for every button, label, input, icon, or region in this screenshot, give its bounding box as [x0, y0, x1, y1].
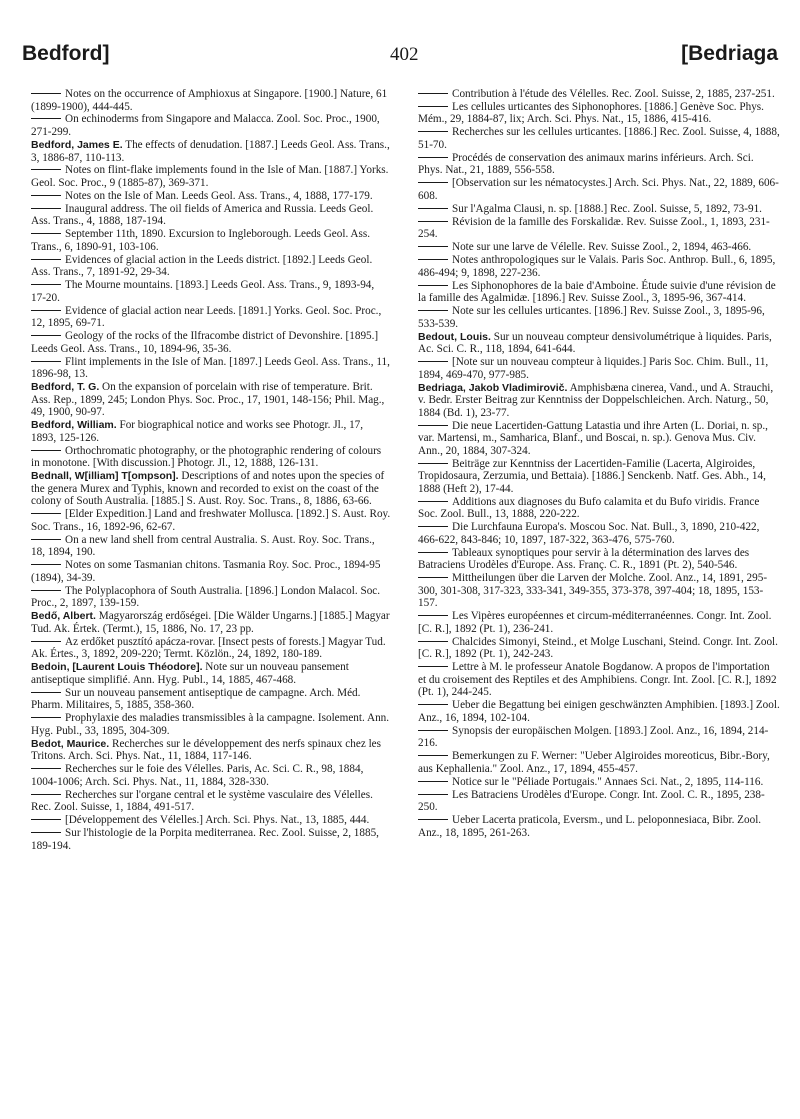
- ditto-dash: [31, 539, 61, 540]
- entry-text: Recherches sur les cellules urticantes. [1886.] Rec. Zool. Suisse, 4, 1888, 51-70.: [418, 126, 780, 151]
- ditto-dash: [31, 768, 61, 769]
- entry-text: Lettre à M. le professeur Anatole Bogdanow. A propos de l'importation et du croisement des Reptiles et des Amphibiens. Congr. Int. Zool. [C. R.], 1892 (Pt. 1), 244-245.: [418, 661, 777, 699]
- entry-text: Notes on the Isle of Man. Leeds Geol. Ass. Trans., 4, 1888, 177-179.: [65, 189, 373, 202]
- bibliography-entry: [31, 190, 391, 203]
- bibliography-entry: [418, 610, 780, 635]
- entry-text: Les Batraciens Urodèles d'Europe. Congr. Int. Zool. C. R., 1895, 238-250.: [418, 788, 765, 814]
- ditto-dash: [31, 233, 61, 234]
- ditto-dash: [418, 552, 448, 553]
- ditto-dash: [31, 450, 61, 451]
- left-column: [31, 88, 391, 853]
- ditto-dash: [418, 259, 448, 260]
- entry-text: Orthochromatic photography, or the photographic rendering of colours in monotone. [With discussion.] Photogr. Jl., 12, 1888, 126-131.: [31, 444, 382, 470]
- entry-text: On a new land shell from central Australia. S. Aust. Roy. Soc. Trans., 18, 1894, 190.: [31, 533, 375, 559]
- entry-text: Geology of the rocks of the Ilfracombe district of Devonshire. [1895.] Leeds Geol. Ass. Trans., 10, 1894-96, 35-36.: [31, 330, 379, 355]
- entry-author: Bedford, William.: [31, 419, 117, 432]
- bibliography-entry: [31, 559, 391, 584]
- entry-text: Note sur les cellules urticantes. [1896.] Rev. Suisse Zool., 3, 1895-96, 533-539.: [418, 305, 765, 330]
- bibliography-entry: [418, 725, 780, 750]
- ditto-dash: [31, 717, 61, 718]
- entry-text: Inaugural address. The oil fields of America and Russia. Leeds Geol. Ass. Trans., 4, 1888, 187-194.: [31, 202, 374, 228]
- bibliography-entry: [31, 508, 391, 533]
- entry-text: Notes on some Tasmanian chitons. Tasmania Roy. Soc. Proc., 1894-95 (1894), 34-39.: [31, 559, 381, 584]
- bibliography-entry: [418, 636, 780, 661]
- entry-text: The effects of denudation. [1887.] Leeds Geol. Ass. Trans., 3, 1886-87, 110-113.: [31, 138, 390, 164]
- entry-text: Bemerkungen zu F. Werner: "Ueber Algiroides moreoticus, Bibr.-Bory, aus Kephallenia." Zool. Anz., 17, 1894, 455-457.: [418, 750, 770, 775]
- bibliography-entry: [31, 279, 391, 304]
- entry-text: Ueber Lacerta praticola, Eversm., und L. peloponnesiaca, Bibr. Zool. Anz., 18, 1895, 261-263.: [418, 814, 762, 839]
- ditto-dash: [418, 666, 448, 667]
- entry-text: The Polyplacophora of South Australia. [1896.] London Malacol. Soc. Proc., 2, 1897, 139-159.: [31, 584, 381, 610]
- entry-author: Bedoin, [Laurent Louis Théodore].: [31, 661, 203, 674]
- entry-text: Notes anthropologiques sur le Valais. Paris Soc. Anthrop. Bull., 6, 1895, 486-494; 9, 1898, 227-236.: [418, 254, 776, 279]
- bibliography-entry: [31, 203, 391, 228]
- ditto-dash: [31, 93, 61, 94]
- bibliography-entry: [418, 750, 780, 775]
- entry-text: Sur un nouveau compteur densivolumétrique à liquides. Paris, Ac. Sci. C. R., 118, 1894, 641-644.: [418, 330, 772, 356]
- ditto-dash: [418, 463, 448, 464]
- bibliography-entry: [31, 113, 391, 138]
- entry-text: Les cellules urticantes des Siphonophores. [1886.] Genève Soc. Phys. Mém., 29, 1884-87, lix; Arch. Sci. Phys. Nat., 15, 1886, 415-416.: [418, 100, 764, 126]
- ditto-dash: [418, 361, 448, 362]
- entry-text: Procédés de conservation des animaux marins inférieurs. Arch. Sci. Phys. Nat., 21, 1889, 556-558.: [418, 151, 754, 177]
- bibliography-entry: [31, 661, 391, 686]
- ditto-dash: [418, 157, 448, 158]
- entry-text: Tableaux synoptiques pour servir à la détermination des larves des Batraciens Urodèles d'Europe. Ass. Franç. C. R., 1891 (Pt. 2), 540-546.: [418, 546, 750, 572]
- ditto-dash: [418, 781, 448, 782]
- bibliography-entry: [418, 126, 780, 151]
- entry-text: Prophylaxie des maladies transmissibles à la campagne. Isolement. Ann. Hyg. Publ., 33, 1895, 304-309.: [31, 712, 390, 737]
- header-left-guide-word: Bedford]: [22, 42, 110, 65]
- ditto-dash: [418, 221, 448, 222]
- page-header: [0, 42, 800, 72]
- ditto-dash: [31, 169, 61, 170]
- entry-text: Amphisbæna cinerea, Vand., und A. Strauchi, v. Bedr. Erster Beitrag zur Kenntniss der Doppelschleichen. Arch. Naturg., 50, 1884 (Bd. 1), 23-77.: [418, 381, 774, 419]
- bibliography-entry: [418, 216, 780, 241]
- ditto-dash: [418, 615, 448, 616]
- entry-text: Az erdőket pusztító apácza-rovar. [Insect pests of forests.] Magyar Tud. Ak. Értes., 3, 1892, 209-220; Termt. Közlön., 24, 1892, 180-189.: [31, 635, 386, 661]
- bibliography-entry: [31, 610, 391, 635]
- entry-text: Notes on the occurrence of Amphioxus at Singapore. [1900.] Nature, 61 (1899-1900), 444-445.: [31, 88, 388, 113]
- bibliography-entry: [418, 254, 780, 279]
- bibliography-entry: [418, 814, 780, 839]
- entry-text: Notice sur le "Péliade Portugais." Annaes Sci. Nat., 2, 1895, 114-116.: [452, 775, 764, 788]
- entry-text: [Développement des Vélelles.] Arch. Sci. Phys. Nat., 13, 1885, 444.: [65, 814, 370, 827]
- entry-text: [Observation sur les nématocystes.] Arch. Sci. Phys. Nat., 22, 1889, 606-608.: [418, 177, 779, 202]
- entry-text: Chalcides Simonyi, Steind., et Molge Luschani, Steind. Congr. Int. Zool. [C. R.], 1892 (Pt. 1), 242-243.: [418, 635, 778, 661]
- entry-author: Bedő, Albert.: [31, 610, 96, 623]
- ditto-dash: [31, 195, 61, 196]
- entry-text: Les Siphonophores de la baie d'Amboine. Étude suivie d'une révision de la famille des Agalmidæ. [1896.] Rev. Suisse Zool., 3, 1895-96, 367-414.: [418, 279, 776, 305]
- bibliography-entry: [31, 534, 391, 559]
- bibliography-entry: [31, 636, 391, 661]
- entry-author: Bedford, James E.: [31, 138, 123, 151]
- bibliography-entry: [31, 445, 391, 470]
- entry-text: Evidences of glacial action in the Leeds district. [1892.] Leeds Geol. Ass. Trans., 7, 1891-92, 29-34.: [31, 253, 373, 279]
- ditto-dash: [31, 692, 61, 693]
- bibliography-entry: [31, 470, 391, 508]
- bibliography-entry: [418, 356, 780, 381]
- ditto-dash: [418, 577, 448, 578]
- entry-text: Descriptions of and notes upon the species of the genera Murex and Typhis, known and recorded to exist on the coast of the colony of South Australia. [1885.] S. Aust. Roy. Soc. Trans., 8, 1886, 63-66.: [31, 470, 385, 508]
- bibliography-entry: [31, 687, 391, 712]
- bibliography-entry: [418, 382, 780, 420]
- entry-text: Sur un nouveau pansement antiseptique de campagne. Arch. Méd. Pharm. Militaires, 5, 1885, 358-360.: [31, 686, 361, 712]
- entry-text: Note sur un nouveau pansement antiseptique simplifié. Ann. Hyg. Publ., 14, 1885, 467-468.: [31, 661, 349, 686]
- bibliography-entry: [418, 88, 780, 101]
- entry-author: Bedout, Louis.: [418, 330, 491, 343]
- bibliography-entry: [31, 738, 391, 763]
- entry-text: Ueber die Begattung bei einigen geschwänzten Amphibien. [1893.] Zool. Anz., 16, 1894, 102-104.: [418, 699, 780, 724]
- entry-text: Révision de la famille des Forskalidæ. Rev. Suisse Zool., 1, 1893, 231-254.: [418, 215, 770, 241]
- ditto-dash: [31, 310, 61, 311]
- ditto-dash: [418, 310, 448, 311]
- right-column: [418, 88, 780, 840]
- entry-text: Die neue Lacertiden-Gattung Latastia und ihre Arten (L. Doriai, n. sp., var. Martensi, m., Samharica, Blanf., und Boscai, n. sp.). Genova Mus. Civ. Ann., 20, 1884, 307-324.: [418, 419, 768, 457]
- entry-text: The Mourne mountains. [1893.] Leeds Geol. Ass. Trans., 9, 1893-94, 17-20.: [31, 279, 375, 304]
- ditto-dash: [418, 285, 448, 286]
- ditto-dash: [418, 704, 448, 705]
- entry-text: Die Lurchfauna Europa's. Moscou Soc. Nat. Bull., 3, 1890, 210-422, 466-622, 843-846; 10, 1897, 187-322, 363-476, 575-760.: [418, 521, 760, 546]
- entry-author: Bednall, W[illiam] T[ompson].: [31, 470, 179, 483]
- bibliography-entry: [418, 699, 780, 724]
- page-number: 402: [390, 44, 419, 65]
- bibliography-entry: [418, 521, 780, 546]
- bibliography-entry: [418, 547, 780, 572]
- entry-author: Bedriaga, Jakob Vladimirovič.: [418, 381, 568, 394]
- ditto-dash: [418, 208, 448, 209]
- ditto-dash: [418, 93, 448, 94]
- ditto-dash: [31, 641, 61, 642]
- entry-text: Recherches sur le foie des Vélelles. Paris, Ac. Sci. C. R., 98, 1884, 1004-1006; Arch. Sci. Phys. Nat., 11, 1884, 328-330.: [31, 763, 364, 788]
- ditto-dash: [31, 208, 61, 209]
- ditto-dash: [418, 182, 448, 183]
- ditto-dash: [31, 513, 61, 514]
- bibliography-entry: [418, 101, 780, 126]
- ditto-dash: [31, 335, 61, 336]
- entry-text: On the expansion of porcelain with rise of temperature. Brit. Ass. Rep., 1899, 245; London Phys. Soc. Proc., 17, 1901, 148-156; Phil. Mag., 49, 1900, 90-97.: [31, 381, 385, 419]
- bibliography-entry: [31, 585, 391, 610]
- ditto-dash: [31, 590, 61, 591]
- bibliography-entry: [31, 88, 391, 113]
- ditto-dash: [31, 284, 61, 285]
- bibliography-entry: [418, 331, 780, 356]
- ditto-dash: [418, 246, 448, 247]
- bibliography-entry: [418, 789, 780, 814]
- bibliography-entry: [31, 228, 391, 253]
- entry-text: Beiträge zur Kenntniss der Lacertiden-Familie (Lacerta, Algiroides, Tropidosaura, Zerzumia, und Bettaia). [1886.] Senckenb. Natf. Ges. Abh., 14, 1888 (Heft 2), 17-44.: [418, 457, 766, 495]
- bibliography-entry: [31, 789, 391, 814]
- entry-text: Mittheilungen über die Larven der Molche. Zool. Anz., 14, 1891, 295-300, 301-308, 317-323, 333-341, 349-355, 373-378, 397-404; 18, 1895, 153-157.: [418, 572, 768, 610]
- ditto-dash: [31, 361, 61, 362]
- bibliography-entry: [31, 381, 391, 419]
- entry-text: Magyarország erdőségei. [Die Wälder Ungarns.] [1885.] Magyar Tud. Ak. Értek. (Termt.), 15, 1886, No. 17, 23 pp.: [31, 610, 390, 635]
- ditto-dash: [418, 526, 448, 527]
- ditto-dash: [31, 259, 61, 260]
- entry-text: Sur l'histologie de la Porpita mediterranea. Rec. Zool. Suisse, 2, 1885, 189-194.: [31, 827, 379, 852]
- ditto-dash: [418, 501, 448, 502]
- ditto-dash: [418, 819, 448, 820]
- bibliography-entry: [31, 356, 391, 381]
- ditto-dash: [418, 425, 448, 426]
- bibliography-entry: [31, 763, 391, 788]
- bibliography-entry: [418, 203, 780, 216]
- entry-author: Bedot, Maurice.: [31, 737, 110, 750]
- entry-author: Bedford, T. G.: [31, 381, 100, 394]
- ditto-dash: [418, 755, 448, 756]
- entry-text: September 11th, 1890. Excursion to Ingleborough. Leeds Geol. Ass. Trans., 6, 1890-91, 103-106.: [31, 228, 371, 253]
- bibliography-entry: [418, 152, 780, 177]
- bibliography-entry: [418, 420, 780, 458]
- ditto-dash: [418, 641, 448, 642]
- bibliography-entry: [418, 572, 780, 610]
- bibliography-entry: [418, 241, 780, 254]
- ditto-dash: [31, 118, 61, 119]
- bibliography-entry: [31, 254, 391, 279]
- ditto-dash: [418, 794, 448, 795]
- bibliography-entry: [418, 280, 780, 305]
- entry-text: Recherches sur l'organe central et le système vasculaire des Vélelles. Rec. Zool. Suisse, 1, 1884, 491-517.: [31, 788, 373, 814]
- entry-text: Note sur une larve de Vélelle. Rev. Suisse Zool., 2, 1894, 463-466.: [452, 241, 752, 254]
- entry-text: [Elder Expedition.] Land and freshwater Mollusca. [1892.] S. Aust. Roy. Soc. Trans., 16, 1892-96, 62-67.: [31, 508, 391, 533]
- bibliography-entry: [418, 177, 780, 202]
- bibliography-entry: [31, 330, 391, 355]
- entry-text: Flint implements in the Isle of Man. [1897.] Leeds Geol. Ass. Trans., 11, 1896-98, 13.: [31, 355, 390, 381]
- bibliography-entry: [31, 827, 391, 852]
- entry-text: Contribution à l'étude des Vélelles. Rec. Zool. Suisse, 2, 1885, 237-251.: [452, 88, 775, 100]
- ditto-dash: [418, 106, 448, 107]
- bibliography-entry: [31, 139, 391, 164]
- bibliography-entry: [418, 305, 780, 330]
- ditto-dash: [31, 819, 61, 820]
- ditto-dash: [31, 564, 61, 565]
- entry-text: Les Vipères européennes et circum-méditerranéennes. Congr. Int. Zool. [C. R.], 1892 (Pt. 1), 236-241.: [418, 610, 772, 635]
- bibliography-entry: [418, 776, 780, 789]
- ditto-dash: [418, 131, 448, 132]
- entry-text: Additions aux diagnoses du Bufo calamita et du Bufo viridis. France Soc. Zool. Bull., 13, 1888, 220-222.: [418, 495, 760, 521]
- entry-text: Recherches sur le développement des nerfs spinaux chez les Tritons. Arch. Sci. Phys. Nat., 11, 1884, 117-146.: [31, 737, 382, 763]
- bibliography-entry: [418, 458, 780, 496]
- ditto-dash: [31, 794, 61, 795]
- entry-text: Synopsis der europäischen Molgen. [1893.] Zool. Anz., 16, 1894, 214-216.: [418, 724, 769, 750]
- bibliography-entry: [31, 164, 391, 189]
- entry-text: Evidence of glacial action near Leeds. [1891.] Yorks. Geol. Soc. Proc., 12, 1895, 69-71.: [31, 304, 382, 330]
- bibliography-entry: [31, 305, 391, 330]
- ditto-dash: [418, 730, 448, 731]
- bibliography-entry: [31, 419, 391, 444]
- entry-text: On echinoderms from Singapore and Malacca. Zool. Soc. Proc., 1900, 271-299.: [31, 113, 380, 139]
- entry-text: Notes on flint-flake implements found in the Isle of Man. [1887.] Yorks. Geol. Soc. Proc., 9 (1885-87), 369-371.: [31, 164, 389, 190]
- entry-text: Sur l'Agalma Clausi, n. sp. [1888.] Rec. Zool. Suisse, 5, 1892, 73-91.: [452, 202, 762, 215]
- bibliography-entry: [31, 712, 391, 737]
- header-right-guide-word: [Bedriaga: [681, 42, 778, 65]
- entry-text: For biographical notice and works see Photogr. Jl., 17, 1893, 125-126.: [31, 419, 364, 444]
- bibliography-entry: [31, 814, 391, 827]
- entry-text: [Note sur un nouveau compteur à liquides.] Paris Soc. Chim. Bull., 11, 1894, 469-470, 977-985.: [418, 356, 769, 381]
- bibliography-entry: [418, 496, 780, 521]
- ditto-dash: [31, 832, 61, 833]
- bibliography-entry: [418, 661, 780, 699]
